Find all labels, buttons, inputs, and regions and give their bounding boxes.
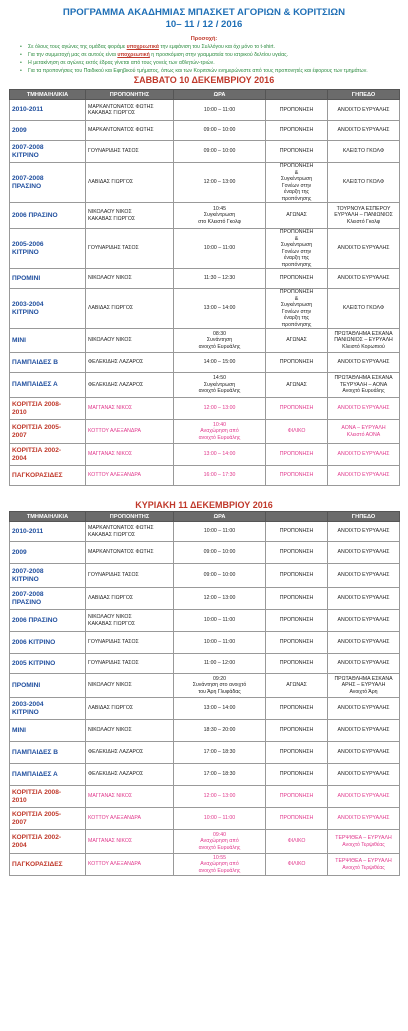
table-row <box>10 764 400 786</box>
page-title: ΠΡΟΓΡΑΜΜΑ ΑΚΑΔΗΜΙΑΣ ΜΠΑΣΚΕΤ ΑΓΟΡΙΩΝ & ΚΟΡΙΤΣΙΩΝ <box>62 7 346 18</box>
cell-type: ΠΡΟΠΟΝΗΣΗ <box>266 353 328 373</box>
cell-time: 11:30 – 12:30 <box>174 269 266 289</box>
cell-venue: ΑΝΟΙΧΤΟ ΕΥΡΥΑΛΗΣ <box>328 121 400 141</box>
cell-team: 2003-2004 ΚΙΤΡΙΝΟ <box>10 289 86 329</box>
note-item <box>28 43 394 51</box>
cell-time: 09:00 – 10:00 <box>174 542 266 564</box>
note-text: Για την συμμετοχή μας σε αυτούς είναι <box>28 52 118 58</box>
cell-team: ΠΑΜΠΑΙΔΕΣ Α <box>10 373 86 398</box>
cell-team: ΚΟΡΙΤΣΙΑ 2008- 2010 <box>10 786 86 808</box>
table-row <box>10 854 400 876</box>
cell-venue: ΑΟΝΑ – ΕΥΡΥΑΛΗ Κλειστό ΑΟΝΑ <box>328 420 400 444</box>
cell-venue: ΑΝΟΙΧΤΟ ΕΥΡΥΑΛΗΣ <box>328 269 400 289</box>
cell-coach: ΝΙΚΟΛΑΟΥ ΝΙΚΟΣ <box>86 269 174 289</box>
cell-type: ΠΡΟΠΟΝΗΣΗ <box>266 764 328 786</box>
cell-team: ΠΡΟΜΙΝΙ <box>10 269 86 289</box>
cell-coach: ΦΕΛΕΚΙΔΗΣ ΛΑΖΑΡΟΣ <box>86 742 174 764</box>
cell-time: 09:00 – 10:00 <box>174 564 266 588</box>
table-row <box>10 444 400 466</box>
cell-venue: ΑΝΟΙΧΤΟ ΕΥΡΥΑΛΗΣ <box>328 466 400 486</box>
col-header-time: ΩΡΑ <box>174 512 266 522</box>
col-header-venue: ΓΗΠΕΔΟ <box>328 512 400 522</box>
cell-time: 16:00 – 17:30 <box>174 466 266 486</box>
cell-team: 2006 ΚΙΤΡΙΝΟ <box>10 632 86 654</box>
cell-coach: ΛΑΒΙΔΑΣ ΓΙΩΡΓΟΣ <box>86 588 174 610</box>
cell-team: 2006 ΠΡΑΣΙΝΟ <box>10 203 86 229</box>
cell-venue: ΠΡΩΤΑΘΛΗΜΑ ΕΣΚΑΝΑ ΤΕΥΡΥΑΛΗ – ΑΟΝΑ Ανοιχτό Ευρυάλης <box>328 373 400 398</box>
col-header-team: ΤΜΗΜΑ/ΗΛΙΚΙΑ <box>10 512 86 522</box>
cell-venue: ΤΕΡΨΙΘΕΑ – ΕΥΡΥΑΛΗ Ανοιχτό Τερψιθέας <box>328 830 400 854</box>
cell-type: ΠΡΟΠΟΝΗΣΗ <box>266 121 328 141</box>
cell-type: ΠΡΟΠΟΝΗΣΗ <box>266 398 328 420</box>
cell-venue: ΑΝΟΙΧΤΟ ΕΥΡΥΑΛΗΣ <box>328 808 400 830</box>
cell-venue: ΑΝΟΙΧΤΟ ΕΥΡΥΑΛΗΣ <box>328 564 400 588</box>
table-row <box>10 674 400 698</box>
cell-team: 2010-2011 <box>10 100 86 121</box>
table-row <box>10 203 400 229</box>
cell-time: 08:30 Συνάντηση ανοιχτό Ευρυάλης <box>174 329 266 353</box>
table-row <box>10 466 400 486</box>
col-header-coach: ΠΡΟΠΟΝΗΤΗΣ <box>86 90 174 100</box>
cell-venue: ΑΝΟΙΧΤΟ ΕΥΡΥΑΛΗΣ <box>328 353 400 373</box>
cell-team: ΜΙΝΙ <box>10 329 86 353</box>
table-row <box>10 632 400 654</box>
table-row <box>10 542 400 564</box>
day-heading-sunday: ΚΥΡΙΑΚΗ 11 ΔΕΚΕΜΒΡΙΟΥ 2016 <box>135 500 273 510</box>
cell-type: ΠΡΟΠΟΝΗΣΗ <box>266 632 328 654</box>
cell-time: 10:00 – 11:00 <box>174 632 266 654</box>
table-row <box>10 420 400 444</box>
cell-time: 11:00 – 12:00 <box>174 654 266 674</box>
cell-time: 10:00 – 11:00 <box>174 229 266 269</box>
cell-team: ΚΟΡΙΤΣΙΑ 2005- 2007 <box>10 808 86 830</box>
cell-coach: ΦΕΛΕΚΙΔΗΣ ΛΑΖΑΡΟΣ <box>86 373 174 398</box>
cell-venue: ΑΝΟΙΧΤΟ ΕΥΡΥΑΛΗΣ <box>328 764 400 786</box>
cell-coach: ΚΟΤΤΟΥ ΑΛΕΞΑΝΔΡΑ <box>86 420 174 444</box>
cell-team: ΠΡΟΜΙΝΙ <box>10 674 86 698</box>
cell-time: 10:00 – 11:00 <box>174 522 266 542</box>
note-emphasis: υποχρεωτική <box>117 52 150 58</box>
cell-venue: ΑΝΟΙΧΤΟ ΕΥΡΥΑΛΗΣ <box>328 229 400 269</box>
table-row <box>10 522 400 542</box>
cell-venue: ΑΝΟΙΧΤΟ ΕΥΡΥΑΛΗΣ <box>328 444 400 466</box>
cell-type: ΑΓΩΝΑΣ <box>266 373 328 398</box>
cell-venue: ΑΝΟΙΧΤΟ ΕΥΡΥΑΛΗΣ <box>328 542 400 564</box>
cell-team: 2010-2011 <box>10 522 86 542</box>
col-header-type <box>266 90 328 100</box>
cell-coach: ΓΟΥΝΑΡΙΔΗΣ ΤΑΣΟΣ <box>86 654 174 674</box>
table-row <box>10 830 400 854</box>
cell-coach: ΝΙΚΟΛΑΟΥ ΝΙΚΟΣ <box>86 674 174 698</box>
col-header-type <box>266 512 328 522</box>
cell-team: ΠΑΜΠΑΙΔΕΣ Β <box>10 742 86 764</box>
cell-type: ΦΙΛΙΚΟ <box>266 830 328 854</box>
cell-venue: ΚΛΕΙΣΤΟ ΓΚΟΛΦ <box>328 163 400 203</box>
cell-coach: ΜΑΓΓΑΝΑΣ ΝΙΚΟΣ <box>86 830 174 854</box>
note-item <box>28 67 394 75</box>
cell-venue: ΑΝΟΙΧΤΟ ΕΥΡΥΑΛΗΣ <box>328 720 400 742</box>
cell-venue: ΑΝΟΙΧΤΟ ΕΥΡΥΑΛΗΣ <box>328 742 400 764</box>
table-row <box>10 610 400 632</box>
table-row <box>10 289 400 329</box>
cell-coach: ΜΑΡΚΑΝΤΩΝΑΤΟΣ ΦΩΤΗΣ ΚΑΚΑΒΑΣ ΓΙΩΡΓΟΣ <box>86 522 174 542</box>
cell-time: 17:00 – 18:30 <box>174 764 266 786</box>
cell-venue: ΤΟΥΡΝΟΥΑ ΕΣΠΕΡΟΥ ΕΥΡΥΑΛΗ – ΠΑΝΙΩΝΙΟΣ Κλειστό Γκολφ <box>328 203 400 229</box>
cell-coach: ΚΟΤΤΟΥ ΑΛΕΞΑΝΔΡΑ <box>86 808 174 830</box>
cell-time: 10:00 – 11:00 <box>174 808 266 830</box>
cell-venue: ΑΝΟΙΧΤΟ ΕΥΡΥΑΛΗΣ <box>328 698 400 720</box>
table-row <box>10 398 400 420</box>
cell-coach: ΦΕΛΕΚΙΔΗΣ ΛΑΖΑΡΟΣ <box>86 764 174 786</box>
cell-type: ΠΡΟΠΟΝΗΣΗ <box>266 742 328 764</box>
cell-coach: ΛΑΒΙΔΑΣ ΓΙΩΡΓΟΣ <box>86 289 174 329</box>
cell-venue: ΑΝΟΙΧΤΟ ΕΥΡΥΑΛΗΣ <box>328 786 400 808</box>
cell-type: ΠΡΟΠΟΝΗΣΗ <box>266 808 328 830</box>
cell-time: 17:00 – 18:30 <box>174 742 266 764</box>
notes-box <box>14 35 394 75</box>
cell-venue: ΚΛΕΙΣΤΟ ΓΚΟΛΦ <box>328 141 400 163</box>
cell-type: ΠΡΟΠΟΝΗΣΗ <box>266 100 328 121</box>
cell-venue: ΤΕΡΨΙΘΕΑ – ΕΥΡΥΑΛΗ Ανοιχτό Τερψιθέας <box>328 854 400 876</box>
col-header-coach: ΠΡΟΠΟΝΗΤΗΣ <box>86 512 174 522</box>
cell-time: 10:00 – 11:00 <box>174 610 266 632</box>
cell-time: 12:00 – 13:00 <box>174 163 266 203</box>
cell-coach: ΜΑΡΚΑΝΤΩΝΑΤΟΣ ΦΩΤΗΣ ΚΑΚΑΒΑΣ ΓΙΩΡΓΟΣ <box>86 100 174 121</box>
cell-team: 2007-2008 ΠΡΑΣΙΝΟ <box>10 163 86 203</box>
cell-team: ΚΟΡΙΤΣΙΑ 2008- 2010 <box>10 398 86 420</box>
note-text: Σε όλους τους αγώνες της ομάδας φοράμε <box>28 44 127 50</box>
cell-team: 2003-2004 ΚΙΤΡΙΝΟ <box>10 698 86 720</box>
cell-type: ΠΡΟΠΟΝΗΣΗ <box>266 542 328 564</box>
cell-team: 2005 ΚΙΤΡΙΝΟ <box>10 654 86 674</box>
cell-type: ΠΡΟΠΟΝΗΣΗ <box>266 654 328 674</box>
cell-coach: ΜΑΡΚΑΝΤΩΝΑΤΟΣ ΦΩΤΗΣ <box>86 121 174 141</box>
cell-time: 12:00 – 13:00 <box>174 588 266 610</box>
cell-venue: ΑΝΟΙΧΤΟ ΕΥΡΥΑΛΗΣ <box>328 588 400 610</box>
cell-team: ΠΑΓΚΟΡΑΣΙΔΕΣ <box>10 854 86 876</box>
notes-heading: Προσοχή: <box>190 36 218 42</box>
table-row <box>10 742 400 764</box>
cell-time: 12:00 – 13:00 <box>174 398 266 420</box>
note-item <box>28 51 394 59</box>
cell-time: 18:30 – 20:00 <box>174 720 266 742</box>
cell-venue: ΠΡΩΤΑΘΛΗΜΑ ΕΣΚΑΝΑ ΑΡΗΣ – ΕΥΡΥΑΛΗ Ανοιχτό Άρη <box>328 674 400 698</box>
cell-team: ΚΟΡΙΤΣΙΑ 2002- 2004 <box>10 444 86 466</box>
cell-type: ΦΙΛΙΚΟ <box>266 420 328 444</box>
table-row <box>10 229 400 269</box>
cell-coach: ΛΑΒΙΔΑΣ ΓΙΩΡΓΟΣ <box>86 163 174 203</box>
cell-coach: ΓΟΥΝΑΡΙΔΗΣ ΤΑΣΟΣ <box>86 229 174 269</box>
col-header-venue: ΓΗΠΕΔΟ <box>328 90 400 100</box>
cell-venue: ΑΝΟΙΧΤΟ ΕΥΡΥΑΛΗΣ <box>328 610 400 632</box>
note-item <box>28 59 394 67</box>
cell-type: ΠΡΟΠΟΝΗΣΗ <box>266 522 328 542</box>
cell-time: 10:40 Αναχώρηση από ανοιχτό Ευρυάλης <box>174 420 266 444</box>
cell-time: 10:55 Αναχώρηση από ανοιχτό Ευρυάλης <box>174 854 266 876</box>
cell-time: 12:00 – 13:00 <box>174 786 266 808</box>
note-emphasis: υποχρεωτικά <box>126 44 159 50</box>
notes-list <box>14 43 394 75</box>
note-text: την εμφάνιση του Συλλόγου και όχι μόνο το t-shirt. <box>158 44 275 50</box>
cell-type: ΠΡΟΠΟΝΗΣΗ <box>266 269 328 289</box>
cell-type: ΠΡΟΠΟΝΗΣΗ <box>266 610 328 632</box>
table-row <box>10 163 400 203</box>
cell-team: ΚΟΡΙΤΣΙΑ 2002- 2004 <box>10 830 86 854</box>
cell-team: 2007-2008 ΠΡΑΣΙΝΟ <box>10 588 86 610</box>
cell-time: 09:40 Αναχώρηση από ανοιχτό Ευρυάλης <box>174 830 266 854</box>
cell-type: ΠΡΟΠΟΝΗΣΗ <box>266 444 328 466</box>
cell-type: ΠΡΟΠΟΝΗΣΗ <box>266 466 328 486</box>
cell-time: 09:00 – 10:00 <box>174 121 266 141</box>
cell-team: 2006 ΠΡΑΣΙΝΟ <box>10 610 86 632</box>
table-row <box>10 654 400 674</box>
cell-team: 2009 <box>10 121 86 141</box>
col-header-time: ΩΡΑ <box>174 90 266 100</box>
cell-coach: ΝΙΚΟΛΑΟΥ ΝΙΚΟΣ <box>86 720 174 742</box>
cell-type: ΠΡΟΠΟΝΗΣΗ <box>266 720 328 742</box>
cell-coach: ΜΑΓΓΑΝΑΣ ΝΙΚΟΣ <box>86 786 174 808</box>
cell-coach: ΝΙΚΟΛΑΟΥ ΝΙΚΟΣ ΚΑΚΑΒΑΣ ΓΙΩΡΓΟΣ <box>86 610 174 632</box>
cell-time: 10:00 – 11:00 <box>174 100 266 121</box>
col-header-team: ΤΜΗΜΑ/ΗΛΙΚΙΑ <box>10 90 86 100</box>
cell-coach: ΓΟΥΝΑΡΙΔΗΣ ΤΑΣΟΣ <box>86 564 174 588</box>
cell-coach: ΚΟΤΤΟΥ ΑΛΕΞΑΝΔΡΑ <box>86 854 174 876</box>
cell-coach: ΜΑΓΓΑΝΑΣ ΝΙΚΟΣ <box>86 398 174 420</box>
cell-coach: ΝΙΚΟΛΑΟΥ ΝΙΚΟΣ <box>86 329 174 353</box>
cell-time: 10:45 Συγκέντρωση στο Κλειστό Γκολφ <box>174 203 266 229</box>
cell-team: ΜΙΝΙ <box>10 720 86 742</box>
cell-type: ΠΡΟΠΟΝΗΣΗ & Συγκέντρωση Γονέων στην έναρξη της προπόνησης <box>266 289 328 329</box>
cell-venue: ΑΝΟΙΧΤΟ ΕΥΡΥΑΛΗΣ <box>328 100 400 121</box>
cell-coach: ΛΑΒΙΔΑΣ ΓΙΩΡΓΟΣ <box>86 698 174 720</box>
cell-team: 2009 <box>10 542 86 564</box>
cell-type: ΠΡΟΠΟΝΗΣΗ & Συγκέντρωση Γονέων στην έναρξη της προπόνησης <box>266 229 328 269</box>
cell-team: 2007-2008 ΚΙΤΡΙΝΟ <box>10 564 86 588</box>
cell-team: 2005-2006 ΚΙΤΡΙΝΟ <box>10 229 86 269</box>
cell-venue: ΑΝΟΙΧΤΟ ΕΥΡΥΑΛΗΣ <box>328 632 400 654</box>
cell-team: ΠΑΜΠΑΙΔΕΣ Α <box>10 764 86 786</box>
note-text: Η μετακίνηση σε αγώνες εκτός έδρας γίνεται από τους γονείς των αθλητών-τριών. <box>28 60 215 66</box>
table-row <box>10 564 400 588</box>
cell-time: 13:00 – 14:00 <box>174 289 266 329</box>
cell-coach: ΚΟΤΤΟΥ ΑΛΕΞΑΝΔΡΑ <box>86 466 174 486</box>
day-heading-saturday: ΣΑΒΒΑΤΟ 10 ΔΕΚΕΜΒΡΙΟΥ 2016 <box>133 75 275 85</box>
cell-venue: ΚΛΕΙΣΤΟ ΓΚΟΛΦ <box>328 289 400 329</box>
table-row <box>10 698 400 720</box>
cell-venue: ΑΝΟΙΧΤΟ ΕΥΡΥΑΛΗΣ <box>328 398 400 420</box>
cell-coach: ΜΑΓΓΑΝΑΣ ΝΙΚΟΣ <box>86 444 174 466</box>
cell-time: 13:00 – 14:00 <box>174 698 266 720</box>
cell-venue: ΠΡΩΤΑΘΛΗΜΑ ΕΣΚΑΝΑ ΠΑΝΙΩΝΙΟΣ – ΕΥΡΥΑΛΗ Κλειστό Κορωπιού <box>328 329 400 353</box>
cell-time: 09:20 Συνάντηση στο ανοιχτό του Άρη Γλυφάδας <box>174 674 266 698</box>
table-row <box>10 100 400 121</box>
cell-venue: ΑΝΟΙΧΤΟ ΕΥΡΥΑΛΗΣ <box>328 654 400 674</box>
cell-coach: ΝΙΚΟΛΑΟΥ ΝΙΚΟΣ ΚΑΚΑΒΑΣ ΓΙΩΡΓΟΣ <box>86 203 174 229</box>
table-row <box>10 121 400 141</box>
cell-type: ΠΡΟΠΟΝΗΣΗ <box>266 141 328 163</box>
note-text: η προσκόμιση στην γραμματεία του ιατρικού δελτίου υγείας. <box>149 52 289 58</box>
cell-team: ΠΑΜΠΑΙΔΕΣ Β <box>10 353 86 373</box>
cell-type: ΠΡΟΠΟΝΗΣΗ <box>266 588 328 610</box>
cell-time: 14:50 Συγκέντρωση ανοιχτό Ευρυάλης <box>174 373 266 398</box>
cell-type: ΠΡΟΠΟΝΗΣΗ <box>266 786 328 808</box>
cell-venue: ΑΝΟΙΧΤΟ ΕΥΡΥΑΛΗΣ <box>328 522 400 542</box>
cell-team: ΠΑΓΚΟΡΑΣΙΔΕΣ <box>10 466 86 486</box>
cell-type: ΠΡΟΠΟΝΗΣΗ <box>266 564 328 588</box>
cell-type: ΑΓΩΝΑΣ <box>266 203 328 229</box>
table-row <box>10 329 400 353</box>
cell-team: 2007-2008 ΚΙΤΡΙΝΟ <box>10 141 86 163</box>
cell-type: ΠΡΟΠΟΝΗΣΗ & Συγκέντρωση Γονέων στην έναρξη της προπόνησης <box>266 163 328 203</box>
cell-type: ΑΓΩΝΑΣ <box>266 329 328 353</box>
cell-type: ΠΡΟΠΟΝΗΣΗ <box>266 698 328 720</box>
cell-coach: ΜΑΡΚΑΝΤΩΝΑΤΟΣ ΦΩΤΗΣ <box>86 542 174 564</box>
cell-team: ΚΟΡΙΤΣΙΑ 2005- 2007 <box>10 420 86 444</box>
cell-coach: ΓΟΥΝΑΡΙΔΗΣ ΤΑΣΟΣ <box>86 632 174 654</box>
cell-type: ΑΓΩΝΑΣ <box>266 674 328 698</box>
cell-time: 13:00 – 14:00 <box>174 444 266 466</box>
table-row <box>10 588 400 610</box>
cell-coach: ΓΟΥΝΑΡΙΔΗΣ ΤΑΣΟΣ <box>86 141 174 163</box>
table-row <box>10 353 400 373</box>
cell-time: 14:00 – 15:00 <box>174 353 266 373</box>
schedule-table-sunday <box>9 511 400 876</box>
table-row <box>10 373 400 398</box>
cell-coach: ΦΕΛΕΚΙΔΗΣ ΛΑΖΑΡΟΣ <box>86 353 174 373</box>
table-row <box>10 269 400 289</box>
schedule-table-saturday <box>9 89 400 486</box>
note-text: Για τα προπονήσεις του Παιδικού και Εφηβικού τμήματος, όπως και των Κοριτσιών ενημερώνεστε από τους προπονητές και έφορους των τμημάτων. <box>28 68 368 74</box>
page-dates: 10– 11 / 12 / 2016 <box>165 19 243 30</box>
cell-type: ΦΙΛΙΚΟ <box>266 854 328 876</box>
table-row <box>10 720 400 742</box>
cell-time: 09:00 – 10:00 <box>174 141 266 163</box>
table-row <box>10 786 400 808</box>
table-row <box>10 808 400 830</box>
table-row <box>10 141 400 163</box>
